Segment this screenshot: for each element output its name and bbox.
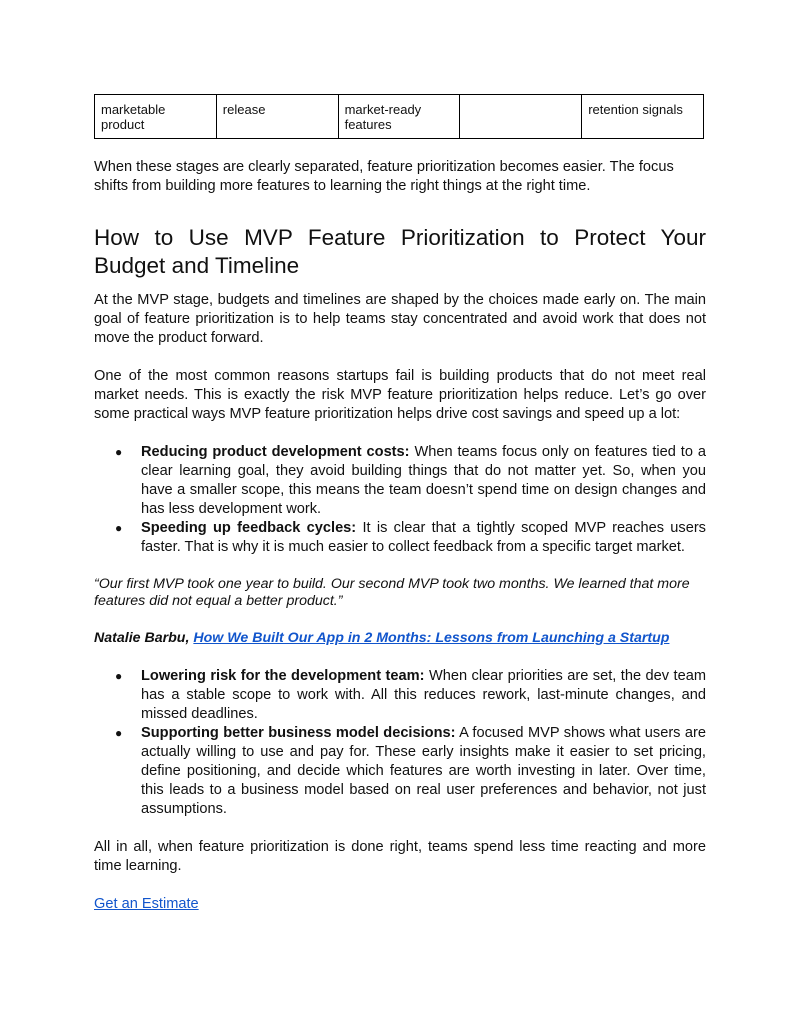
stages-table [94,94,704,139]
list-item-text: It is clear that a tightly scoped MVP reaches users faster. That is why it is much easier to collect feedback from a specific target market. [141,520,706,555]
list-item-text: A focused MVP shows what users are actually willing to use and pay for. These early insights make it easier to set pricing, define positioning, and decide which features are worth investing in later. Over time, this leads to a business model based on real user preferences and behavior, not just assumptions. [141,725,706,817]
section-heading: How to Use MVP Feature Prioritization to Protect Your Budget and Timeline [94,225,706,278]
article-link[interactable]: How We Built Our App in 2 Months: Lessons from Launching a Startup [193,630,670,646]
list-item [94,724,706,819]
table-cell [460,95,582,139]
list-item-title: Supporting better business model decisions: [141,725,456,741]
table-row [95,95,704,139]
closing-paragraph: All in all, when feature prioritization is done right, teams spend less time reacting and more time learning. [94,839,706,874]
list-item-text: When teams focus only on features tied to a clear learning goal, they avoid building things that do not matter yet. So, when you have a smaller scope, this means the team doesn’t spend time on design changes and has less development work. [141,444,706,517]
bullet-icon: ● [115,726,123,740]
list-item-text: When clear priorities are set, the dev team has a stable scope to work with. All this reduces rework, last-minute changes, and missed deadlines. [141,668,707,722]
intro-paragraph: When these stages are clearly separated, feature prioritization becomes easier. The focus shifts from building more features to learning the right things at the right time. [94,159,674,194]
bullet-icon: ● [115,521,123,535]
bullet-icon: ● [115,445,123,459]
paragraph-budget: At the MVP stage, budgets and timelines are shaped by the choices made early on. The main goal of feature prioritization is to help teams stay concentrated and avoid work that does not move the product forward. [94,292,706,346]
document-page [94,94,706,914]
cta-paragraph [94,895,706,914]
paragraph-startups: One of the most common reasons startups fail is building products that do not meet real market needs. This is exactly the risk MVP feature prioritization helps reduce. Let’s go over some practical ways MVP feature prioritization helps drive cost savings and speed up a lot: [94,368,706,422]
benefits-list-2 [94,667,706,819]
get-estimate-link[interactable]: Get an Estimate [94,896,199,912]
benefits-list-1 [94,443,706,557]
list-item [94,443,706,519]
table-cell: release [216,95,338,139]
list-item [94,667,706,724]
list-item [94,519,706,557]
table-cell: marketable product [95,95,217,139]
table-cell: market-ready features [338,95,460,139]
quote: “Our first MVP took one year to build. Our second MVP took two months. We learned that more features did not equal a better product.” [94,576,690,609]
bullet-icon: ● [115,669,123,683]
list-item-title: Speeding up feedback cycles: [141,520,357,536]
table-cell: retention signals [582,95,704,139]
list-item-title: Lowering risk for the development team: [141,668,425,684]
list-item-title: Reducing product development costs: [141,444,410,460]
attribution-name: Natalie Barbu, [94,630,190,646]
quote-attribution [94,629,706,648]
